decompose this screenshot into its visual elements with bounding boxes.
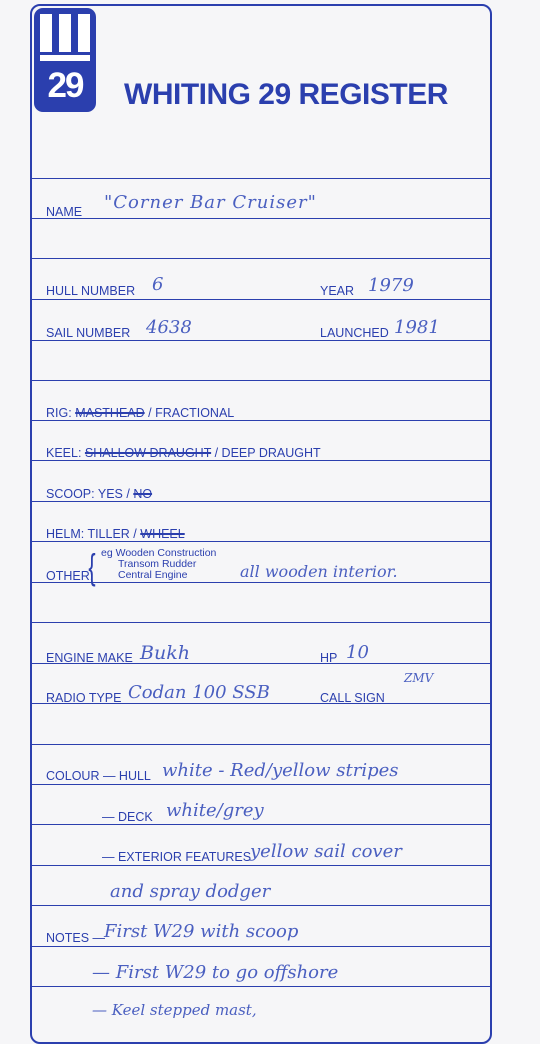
exterior-features-value-2: and spray dodger: [110, 881, 271, 902]
rule: [32, 905, 490, 906]
brace-glyph: {: [88, 546, 96, 587]
name-label: NAME: [46, 205, 83, 219]
rule: [32, 824, 490, 825]
hull-number-value: 6: [152, 274, 164, 295]
exterior-features-label: — EXTERIOR FEATURES: [102, 850, 252, 864]
call-sign-value: ZMV: [404, 671, 434, 685]
rule: [32, 299, 490, 300]
rule: [32, 541, 490, 542]
radio-type-value: Codan 100 SSB: [128, 682, 270, 703]
launched-value: 1981: [394, 317, 440, 338]
notes-label: NOTES —: [46, 931, 106, 945]
rule: [32, 218, 490, 219]
rule: [32, 501, 490, 502]
rule: [32, 420, 490, 421]
helm-struck-option: WHEEL: [140, 527, 185, 541]
rule: [32, 744, 490, 745]
deck-value: white/grey: [166, 800, 264, 821]
rule: [32, 622, 490, 623]
rig-field: RIG: MASTHEAD / FRACTIONAL: [46, 406, 235, 420]
launched-label: LAUNCHED: [320, 326, 389, 340]
colour-hull-value: white - Red/yellow stripes: [162, 760, 399, 781]
other-label: OTHER:: [46, 569, 94, 583]
helm-field: HELM: TILLER / WHEEL: [46, 527, 185, 541]
call-sign-label: CALL SIGN: [320, 691, 385, 705]
page-title: WHITING 29 REGISTER: [124, 78, 448, 111]
engine-make-label: ENGINE MAKE: [46, 651, 133, 665]
whiting-29-logo: [34, 8, 96, 112]
keel-field: KEEL: SHALLOW DRAUGHT / DEEP DRAUGHT: [46, 446, 321, 460]
rule: [32, 258, 490, 259]
rule: [32, 460, 490, 461]
other-example-2: Transom Rudder: [118, 558, 197, 570]
notes-value-1: First W29 with scoop: [104, 921, 299, 942]
rule: [32, 986, 490, 987]
hp-label: HP: [320, 651, 338, 665]
hp-value: 10: [346, 642, 369, 663]
colour-hull-label: COLOUR — HULL: [46, 769, 151, 783]
sail-number-value: 4638: [146, 317, 192, 338]
year-value: 1979: [368, 275, 414, 296]
scoop-field: SCOOP: YES / NO: [46, 487, 153, 501]
hull-number-label: HULL NUMBER: [46, 284, 136, 298]
other-example-1: eg Wooden Construction: [101, 547, 217, 559]
rule: [32, 380, 490, 381]
other-value: all wooden interior.: [240, 562, 398, 581]
rule: [32, 865, 490, 866]
radio-type-label: RADIO TYPE: [46, 691, 122, 705]
rule: [32, 582, 490, 583]
rule: [32, 946, 490, 947]
logo-number: 29: [47, 66, 83, 105]
keel-struck-option: SHALLOW DRAUGHT: [84, 446, 212, 460]
rule: [32, 178, 490, 179]
rule: [32, 784, 490, 785]
rule: [32, 340, 490, 341]
scoop-struck-option: NO: [133, 487, 153, 501]
notes-value-3: — Keel stepped mast,: [92, 1001, 257, 1019]
engine-make-value: Bukh: [140, 642, 190, 664]
sail-number-label: SAIL NUMBER: [46, 326, 131, 340]
deck-label: — DECK: [102, 810, 153, 824]
exterior-features-value-1: yellow sail cover: [250, 841, 402, 862]
year-label: YEAR: [320, 284, 355, 298]
rig-struck-option: MASTHEAD: [75, 406, 145, 420]
name-value: "Corner Bar Cruiser": [104, 192, 317, 213]
logo-letter: [40, 14, 90, 52]
notes-value-2: — First W29 to go offshore: [92, 962, 339, 983]
other-example-3: Central Engine: [118, 569, 188, 581]
